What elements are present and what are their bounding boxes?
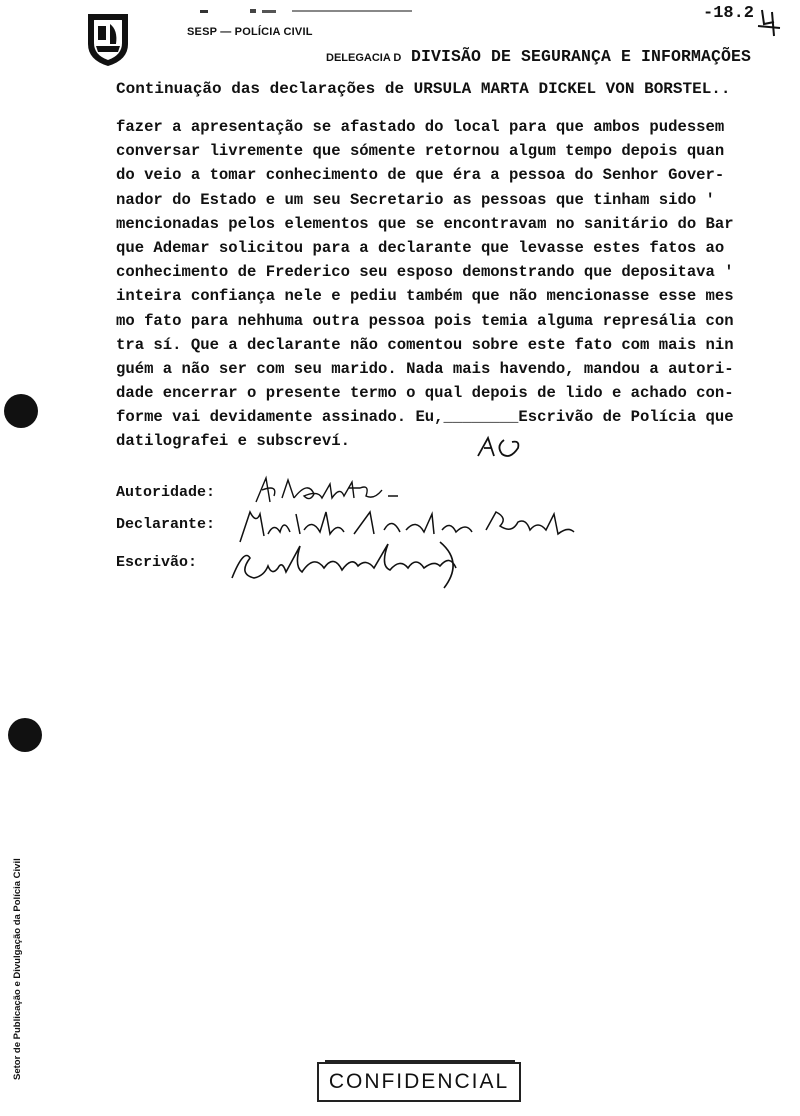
page-number: -18.2 [703,4,755,23]
body-line: conversar livremente que sómente retornou algum tempo depois quan [116,142,725,161]
signature-row-declarant [116,516,215,533]
punch-hole [8,718,42,752]
body-line: guém a não ser com seu marido. Nada mais havendo, mandou a autori- [116,359,734,378]
delegacia-label: DELEGACIA D [326,52,402,64]
body-line: fazer a apresentação se afastado do local para que ambos pudessem [116,118,725,136]
declaration-body [116,115,796,454]
division-title: DIVISÃO DE SEGURANÇA E INFORMAÇÕES [411,47,752,66]
body-line: tra sí. Que a declarante não comentou sobre este fato com mais nin [116,335,734,354]
police-crest-icon [82,10,134,68]
confidential-stamp: CONFIDENCIAL [317,1062,521,1102]
body-line: nador do Estado e um seu Secretario as pessoas que tinham sido ' [116,190,715,209]
signature-label: Declarante: [116,516,216,533]
body-line: mencionadas pelos elementos que se encontravam no sanitário do Bar [116,214,734,233]
clerk-initials [474,434,544,462]
signature-row-authority [116,484,215,501]
body-line: datilografei e subscreví. [116,432,350,451]
body-line: do veio a tomar conhecimento de que éra a pessoa do Senhor Gover- [116,166,725,185]
signature-row-clerk [116,554,197,571]
archive-side-note: Setor de Publicação e Divulgação da Polícia Civil [12,858,23,1080]
header-smudge [200,8,430,14]
body-line: inteira confiança nele e pediu também que não mencionasse esse mes [116,287,734,306]
signature-label: Autoridade: [116,484,216,501]
signature-clerk [224,538,474,594]
signature-label: Escrivão: [116,554,198,571]
body-line: que Ademar solicitou para a declarante que levasse estes fatos ao [116,238,725,257]
signature-authority [248,474,408,508]
document-title: Continuação das declarações de URSULA MARTA DICKEL VON BORSTEL.. [116,80,731,98]
agency-name: SESP — POLÍCIA CIVIL [187,26,313,38]
punch-hole [4,394,38,428]
body-line: dade encerrar o presente termo o qual depois de lido e achado con- [116,384,734,403]
body-line: conhecimento de Frederico seu esposo demonstrando que depositava ' [116,263,734,282]
body-line: mo fato para nehhuma outra pessoa pois temia alguma represália con [116,311,734,330]
body-line: forme vai devidamente assinado. Eu,________Escrivão de Polícia que [116,408,734,427]
handwritten-page-mark [756,6,782,40]
